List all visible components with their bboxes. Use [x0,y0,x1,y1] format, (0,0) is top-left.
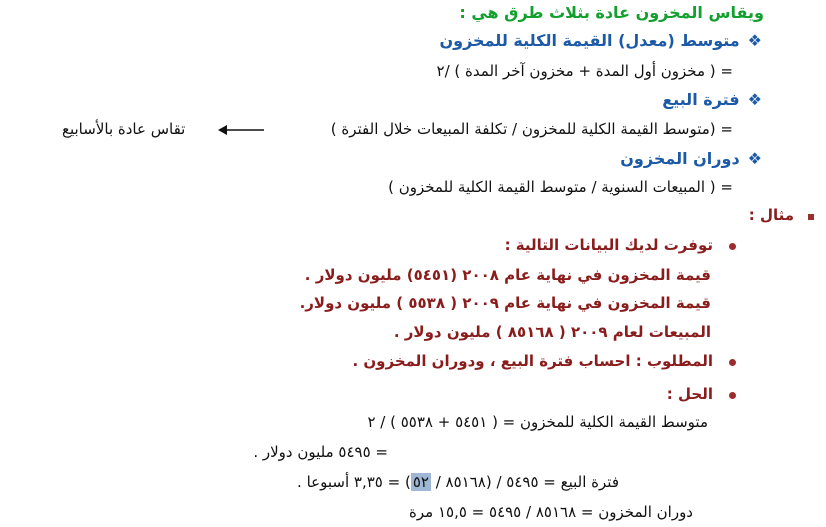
solution-line-3-b: ) = ٣,٣٥ أسبوعا . [297,473,411,491]
diamond-bullet-icon: ❖ [747,90,762,109]
diamond-bullet-icon: ❖ [747,149,762,168]
method-1-title [439,31,762,50]
solution-heading: الحل : [666,385,713,403]
solution-line-3-a: فترة البيع = ٥٤٩٥ / (٨٥١٦٨ / [430,473,619,491]
method-2-title [662,90,762,109]
left-arrow-icon [218,124,264,136]
solution-line-4: دوران المخزون = ٨٥١٦٨ / ٥٤٩٥ = ١٥,٥ مرة [409,503,693,521]
method-2-title-text: فترة البيع [662,90,740,109]
method-2-formula: = (متوسط القيمة الكلية للمخزون / تكلفة المبيعات خلال الفترة ) [330,120,733,138]
method-1-title-text: متوسط (معدل) القيمة الكلية للمخزون [439,31,740,50]
given-line-3: المبيعات لعام ٢٠٠٩ ( ٨٥١٦٨ ) مليون دولار . [393,323,711,341]
required-line: المطلوب : احساب فترة البيع ، ودوران المخزون . [352,352,713,370]
method-3-formula: = ( المبيعات السنوية / متوسط القيمة الكلية للمخزون ) [388,178,733,196]
given-line-1: قيمة المخزون في نهاية عام ٢٠٠٨ (٥٤٥١) مليون دولار . [304,266,711,284]
round-bullet-icon [729,392,736,399]
given-line-2: قيمة المخزون في نهاية عام ٢٠٠٩ ( ٥٥٣٨ ) مليون دولار. [299,294,711,312]
solution-line-3 [297,473,619,491]
square-bullet-icon [808,214,814,220]
intro-heading: ويقاس المخزون عادة بثلاث طرق هي : [459,3,764,22]
diamond-bullet-icon: ❖ [747,31,762,50]
given-heading: توفرت لديك البيانات التالية : [504,236,713,254]
highlighted-value: ٥٢ [412,473,429,491]
method-3-title [620,149,762,168]
solution-line-1: متوسط القيمة الكلية للمخزون = ( ٥٤٥١ + ٥٥٣٨ ) / ٢ [367,413,708,431]
example-heading: مثال : [748,206,794,224]
method-3-title-text: دوران المخزون [620,149,740,168]
method-2-note: تقاس عادة بالأسابيع [62,120,186,138]
solution-line-2: = ٥٤٩٥ مليون دولار . [253,443,388,461]
round-bullet-icon [729,243,736,250]
method-1-formula: = ( مخزون أول المدة + مخزون آخر المدة ) /٢ [436,62,733,80]
round-bullet-icon [729,359,736,366]
